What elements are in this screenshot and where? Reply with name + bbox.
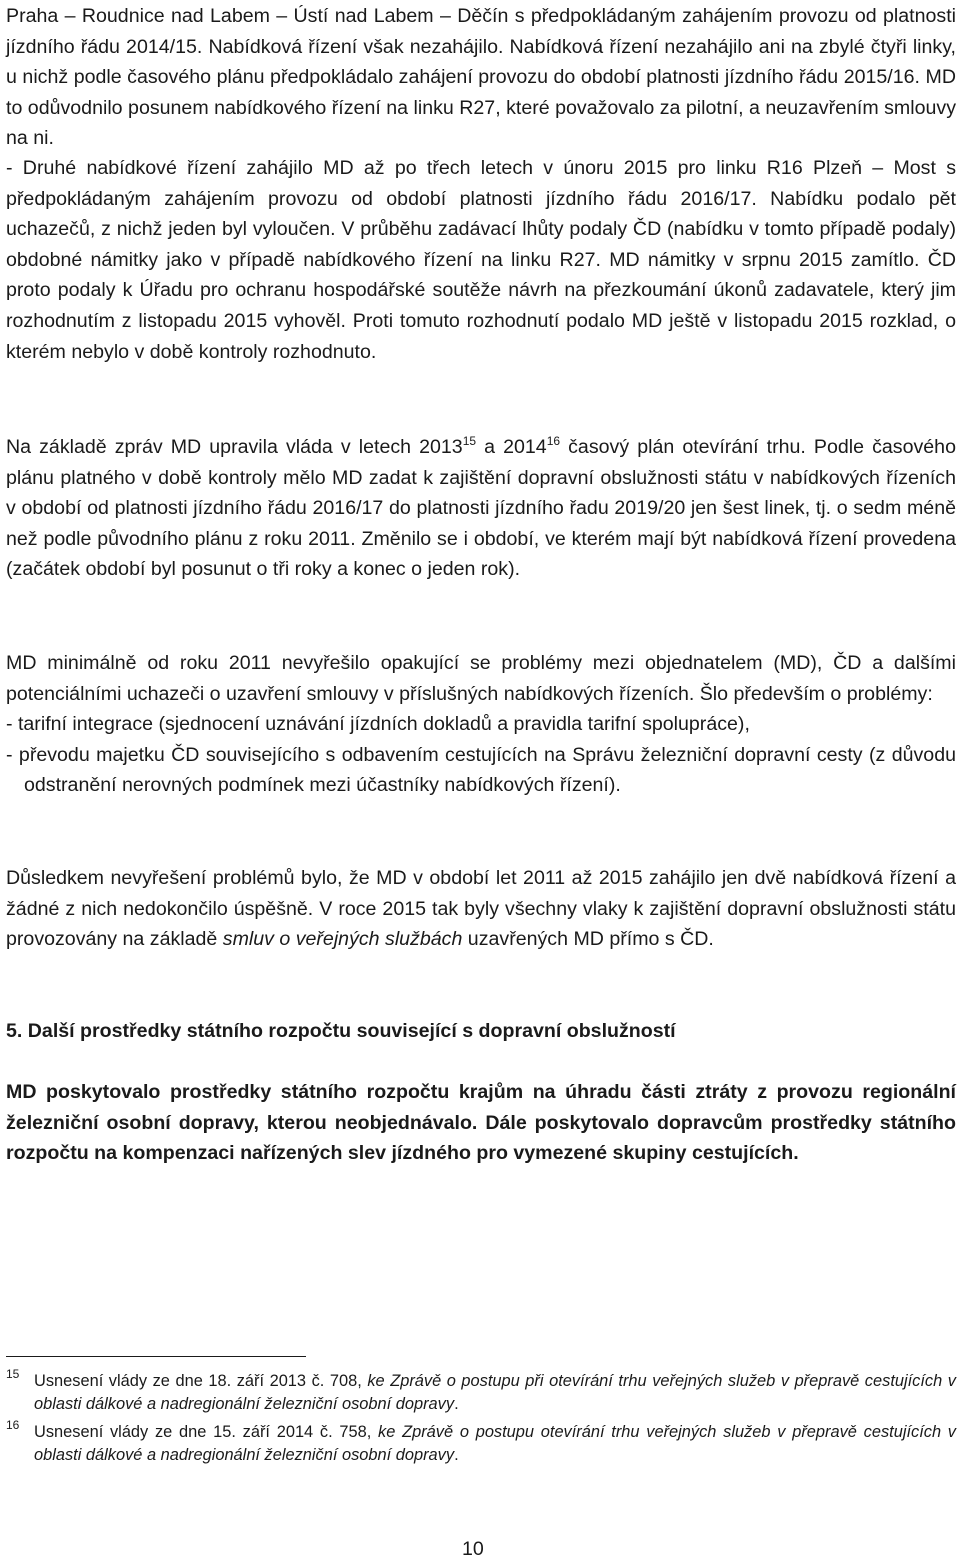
paragraph-3 — [6, 432, 956, 585]
footnote-ref-15[interactable]: 15 — [462, 434, 477, 448]
paragraph-text: - Druhé nabídkové řízení zahájilo MD až po třech letech v únoru 2015 pro linku R16 Plzeň – Most s předpokládaným zahájením provozu od období platnosti jízdního řádu 2016/17. Nabídku podalo pět uchazečů, z nichž jeden byl vyloučen. V průběhu zadávací lhůty podaly ČD (nabídku v tomto případě podaly) obdobné námitky jako v případě nabídkového řízení na linku R27. MD námitky v srpnu 2015 zamítlo. ČD proto podaly k Úřadu pro ochranu hospodářské soutěže návrh na přezkoumání úkonů zadavatele, který jim rozhodnutím z listopadu 2015 vyhověl. Proti tomuto rozhodnutí podalo MD ještě v listopadu 2015 rozklad, o kterém nebylo v době kontroly rozhodnuto. — [6, 157, 956, 363]
paragraph-text: Na základě zpráv MD upravila vláda v letech 2013$^{15}$ a 2014$^{16}$ časový plán otevírání trhu. Podle časového plánu platného v době kontroly mělo MD zadat k zajištění dopravní obslužnosti státu v nabídkových řízeních v období od platnosti jízdního řádu 2016/17 do platnosti jízdního řadu 2019/20 jen šest linek, tj. o sedm méně než podle původního plánu z roku 2011. Změnilo se i období, ve kterém mají být nabídková řízení provedena (začátek období byl posunut o tři roky a konec o jeden rok). — [6, 434, 956, 581]
list-item: - tarifní integrace (sjednocení uznávání jízdních dokladů a pravidla tarifní spolupráce), — [6, 713, 750, 736]
footnote-ref-16[interactable]: 16 — [546, 434, 561, 448]
footnote-text: Usnesení vlády ze dne 18. září 2013 č. 708, ke Zprávě o postupu při otevírání trhu veřejných služeb v přepravě cestujících v oblasti dálkové a nadregionální železniční osobní dopravy. — [34, 1372, 956, 1413]
paragraph-text: Praha – Roudnice nad Labem – Ústí nad Labem – Děčín s předpokládaným zahájením provozu od platnosti jízdního řádu 2014/15. Nabídková řízení však nezahájilo. Nabídková řízení nezahájilo ani na zbylé čtyři linky, u nichž podle časového plánu předpokládalo zahájení provozu do období platnosti jízdního řádu 2015/16. MD to odůvodnilo posunem nabídkového řízení na linku R27, které považovalo za pilotní, a neuzavřením smlouvy na ni. — [6, 5, 956, 150]
footnote-divider — [6, 1356, 306, 1357]
footnote-text: Usnesení vlády ze dne 15. září 2014 č. 758, ke Zprávě o postupu otevírání trhu veřejných služeb v přepravě cestujících v oblasti dálkové a nadregionální železniční osobní dopravy. — [34, 1423, 957, 1464]
section-heading: 5. Další prostředky státního rozpočtu související s dopravní obslužností — [6, 1020, 676, 1042]
paragraph-1 — [6, 1, 956, 154]
paragraph-text: Důsledkem nevyřešení problémů bylo, že MD v období let 2011 až 2015 zahájilo jen dvě nabídková řízení a žádné z nich nedokončilo úspěšně. V roce 2015 tak byly všechny vlaky k zajištění dopravní obslužnosti státu provozovány na základě smluv o veřejných službách uzavřených MD přímo s ČD. — [6, 867, 956, 951]
footnote-number: 15 — [6, 1367, 20, 1381]
paragraph-text: MD poskytovalo prostředky státního rozpočtu krajům na úhradu části ztráty z provozu regionální železniční osobní dopravy, kterou neobjednávalo. Dále poskytovalo dopravcům prostředky státního rozpočtu na kompenzaci nařízených slev jízdného pro vymezené skupiny cestujících. — [6, 1081, 956, 1165]
paragraph-4 — [6, 648, 956, 801]
paragraph-5 — [6, 863, 956, 955]
footnote-number: 16 — [6, 1418, 20, 1432]
footnote-15 — [6, 1367, 956, 1415]
page-number: 10 — [462, 1538, 484, 1560]
list-item: - převodu majetku ČD souvisejícího s odbavením cestujících na Správu železniční dopravní cesty (z důvodu odstranění nerovných podmínek mezi účastníky nabídkových řízení). — [6, 743, 956, 797]
footnote-16 — [6, 1418, 957, 1466]
paragraph-text: MD minimálně od roku 2011 nevyřešilo opakující se problémy mezi objednatelem (MD), ČD a dalšími potenciálními uchazeči o uzavření smlouvy v příslušných nabídkových řízeních. Šlo především o problémy: — [6, 652, 956, 705]
paragraph-2 — [6, 153, 956, 367]
paragraph-6 — [6, 1077, 956, 1169]
